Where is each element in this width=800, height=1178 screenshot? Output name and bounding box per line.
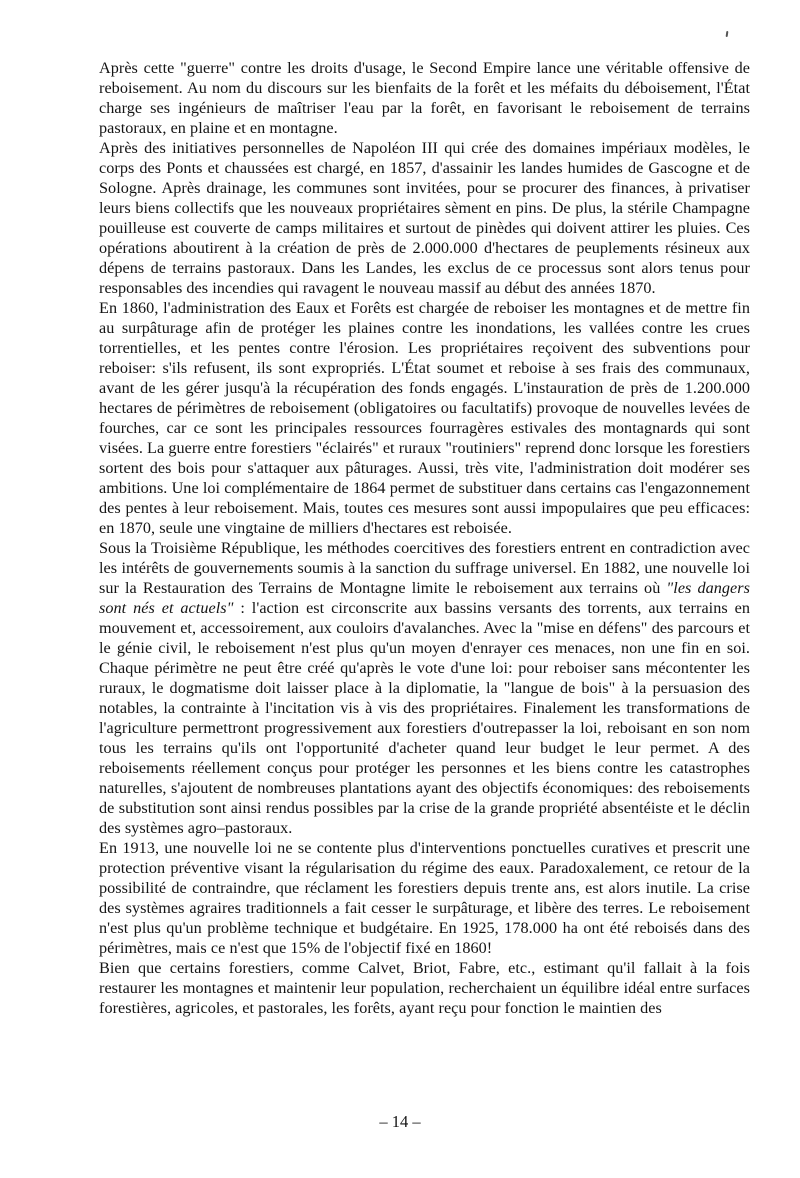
paragraph-second-empire: Après cette "guerre" contre les droits d'usage, le Second Empire lance une véritable offensive de reboisement. Au nom du discours sur les bienfaits de la forêt et les méfaits du déboisement, l'État charge ses ingénieurs de maîtriser l'eau par la forêt, en favorisant le reboisement de terrains pastoraux, en plaine et en montagne.	[99, 59, 750, 137]
paragraph-troisieme-republique	[99, 538, 750, 838]
paragraph-1860-eaux-et-forets: En 1860, l'administration des Eaux et Forêts est chargée de reboiser les montagnes et de mettre fin au surpâturage afin de protéger les plaines contre les inondations, les vallées contre les crues torrentielles, et les pentes contre l'érosion. Les propriétaires reçoivent des subventions pour reboiser: s'ils refusent, ils sont expropriés. L'État soumet et reboise à ses frais des communaux, avant de les gérer jusqu'à la récupération des fonds engagés. L'instauration de près de 1.200.000 hectares de périmètres de reboisement (obligatoires ou facultatifs) provoque de nouvelles levées de fourches, car ce sont les principales ressources fourragères estivales des montagnards qui sont visées. La guerre entre forestiers "éclairés" et ruraux "routiniers" reprend donc lorsque les forestiers sortent des bois pour s'attaquer aux pâturages. Aussi, très vite, l'administration doit modérer ses ambitions. Une loi complémentaire de 1864 permet de substituer dans certains cas l'engazonnement des pentes à leur reboisement. Mais, toutes ces mesures sont aussi impopulaires que peu efficaces: en 1870, seule une vingtaine de milliers d'hectares est reboisée.	[99, 299, 750, 537]
page-number: – 14 –	[379, 1112, 421, 1131]
paragraph-troisieme-republique-text-continued: : l'action est circonscrite aux bassins versants des torrents, aux terrains en mouvement et, accessoirement, aux couloirs d'avalanches. Avec la "mise en défens" des parcours et le génie civil, le reboisement n'est plus qu'un moyen d'enrayer ces menaces, non une fin en soi. Chaque périmètre ne peut être créé qu'après le vote d'une loi: pour reboiser sans mécontenter les ruraux, le dogmatisme doit laisser place à la diplomatie, la "langue de bois" à la persuasion des notables, la contrainte à l'incitation vis à vis des propriétaires. Finalement les transformations de l'agriculture permettront progressivement aux forestiers d'outrepasser la loi, reboisant en son nom tous les terrains qu'ils ont l'opportunité d'acheter quand leur budget le leur permet. A des reboisements réellement conçus pour protéger les personnes et les biens contre les catastrophes naturelles, s'ajoutent de nombreuses plantations ayant des objectifs économiques: des reboisements de substitution sont ainsi rendus possibles par la crise de la grande propriété absentéiste et le déclin des systèmes agro–pastoraux.	[99, 599, 750, 837]
scan-artifact-mark	[726, 31, 729, 37]
paragraph-troisieme-republique-text: Sous la Troisième République, les méthodes coercitives des forestiers entrent en contradiction avec les intérêts de gouvernements soumis à la sanction du suffrage universel. En 1882, une nouvelle loi sur la Restauration des Terrains de Montagne limite le reboisement aux terrains où	[99, 539, 750, 597]
text-block	[99, 58, 750, 1018]
italic-quote-dangers: "les dangers sont nés et actuels"	[99, 579, 750, 617]
paragraph-forestiers-calvet: Bien que certains forestiers, comme Calvet, Briot, Fabre, etc., estimant qu'il fallait à la fois restaurer les montagnes et maintenir leur population, recherchaient un équilibre idéal entre surfaces forestières, agricoles, et pastorales, les forêts, ayant reçu pour fonction le maintien des	[99, 959, 750, 1017]
paragraph-napoleon-iii: Après des initiatives personnelles de Napoléon III qui crée des domaines impériaux modèles, le corps des Ponts et chaussées est chargé, en 1857, d'assainir les landes humides de Gascogne et de Sologne. Après drainage, les communes sont invitées, pour se procurer des finances, à privatiser leurs biens collectifs que les nouveaux propriétaires sèment en pins. De plus, la stérile Champagne pouilleuse est couverte de camps militaires et surtout de pinèdes qui doivent attirer les pluies. Ces opérations aboutirent à la création de près de 2.000.000 d'hectares de peuplements résineux aux dépens de terrains pastoraux. Dans les Landes, les exclus de ce processus sont alors tenus pour responsables des incendies qui ravagent le nouveau massif au début des années 1870.	[99, 139, 750, 297]
paragraph-loi-1913: En 1913, une nouvelle loi ne se contente plus d'interventions ponctuelles curatives et prescrit une protection préventive visant la régularisation du régime des eaux. Paradoxalement, ce retour de la possibilité de contraindre, que réclament les forestiers depuis trente ans, est alors inutile. La crise des systèmes agraires traditionnels a fait cesser le surpâturage, et libère des terres. Le reboisement n'est plus qu'un problème technique et budgétaire. En 1925, 178.000 ha ont été reboisés dans des périmètres, mais ce n'est que 15% de l'objectif fixé en 1860!	[99, 839, 750, 957]
